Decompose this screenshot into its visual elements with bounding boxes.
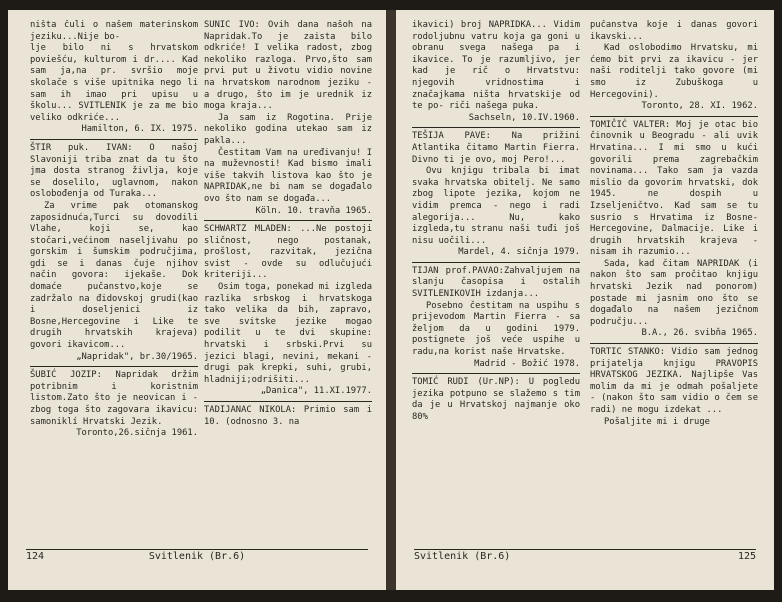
right-page-footer xyxy=(414,549,756,564)
right-page-column-1 xyxy=(412,20,580,546)
page-number: 124 xyxy=(26,551,45,562)
entry-paragraph: Ovu knjigu tribala bi imat svaka hrvatska obitelj. Ne samo zbog lipote jezika, kojom ne vidim premca - nego i radi alegorija... Nu, kako izgleda,tu stranu naši tuđi još nisu uočili... xyxy=(412,166,580,246)
entry-separator xyxy=(204,401,372,402)
entry-paragraph: pučanstva koje i danas govori ikavski... xyxy=(590,20,758,42)
entry-signature: Köln. 10. travňa 1965. xyxy=(255,205,372,216)
entry-separator xyxy=(30,366,198,367)
left-page-column-2 xyxy=(204,20,372,546)
entry-heading-paragraph: SCHWARTZ MLADEN: ...Ne postoji sličnost, nego postanak, prošlost, razvitak, jezična svist - ovde su odlučujući kriteriji... xyxy=(204,224,372,281)
right-page xyxy=(396,10,774,590)
entry-heading-paragraph: TORTIC STANKO: Vidio sam jednog prijatelja knjigu PRAVOPIS HRVATSKOG JEZIKA. Najlipše Vas molim da mi je odmah pošaljete - (nakon što sam vidio o čem se radi) ne mogu izdekat ... xyxy=(590,347,758,415)
entry-heading-paragraph: TEŠIJA PAVE: Na prižini Atlantika čitamo Martin Fierra. Divno ti je ovo, moj Pero!... xyxy=(412,131,580,165)
entry-signature: Sachseln, 10.IV.1960. xyxy=(468,112,580,123)
entry-signature: Toronto, 28. XI. 1962. xyxy=(641,101,758,112)
entry-paragraph: ništa čuli o našem materinskom jeziku...Nije bo- xyxy=(30,20,198,42)
entry-heading-paragraph: TOMIĆ RUDI (Ur.NP): U pogledu jezika potpuno se slažemo s tim da je u Hrvatskoj najmanje oko 80% xyxy=(412,377,580,422)
entry-signature: Hamilton, 6. IX. 1975. xyxy=(81,124,198,135)
entry-signature: „Danica", 11.XI.1977. xyxy=(260,386,372,397)
entry-signature: B.A., 26. svibňa 1965. xyxy=(641,328,758,339)
running-title: Svitlenik (Br.6) xyxy=(148,551,246,562)
entry-signature: Madrid - Božić 1978. xyxy=(474,358,580,369)
entry-paragraph: Posebno čestitam na uspihu s prijevodom Martin Fierra - sa željom da u godini 1979. postignete još veće uspihe u radu,na korist naše Hrvatske. xyxy=(412,300,580,358)
entry-signature: Mardel, 4. sičnja 1979. xyxy=(458,247,580,258)
book-gutter xyxy=(386,10,396,590)
entry-signature: Toronto,26.sičnja 1961. xyxy=(76,428,198,439)
left-page-footer xyxy=(26,549,368,564)
entry-paragraph: Ja sam iz Rogotina. Prije nekoliko godina utekao sam iz pakla... xyxy=(204,112,372,146)
entry-paragraph: Osim toga, ponekad mi izgleda razlika srbskog i hrvatskoga tako velika da bih, zapravo, sve svitske jezike mogao podilit u te dvi skupine: hrvatski i srbski.Prvi su jezici blagi, nevini, mekani - drugi pak krepki, suhi, grubi, hladniji;odrišiti... xyxy=(204,282,372,385)
entry-heading-paragraph: ŠTIR puk. IVAN: O našoj Slavoniji triba znat da tu što jma dosta stranog življa, koje se doselilo, uglavnom, nakon oslobođenja od Turaka... xyxy=(30,142,198,200)
entry-separator xyxy=(590,116,758,117)
entry-paragraph: Kad oslobodimo Hrvatsku, mi ćemo bit prvi za ikavicu - jer naši roditelji tako govore (mi smo iz Zubuškoga u Hercegovini). xyxy=(590,43,758,100)
entry-separator xyxy=(204,220,372,221)
entry-signature: „Napridak", br.30/1965. xyxy=(76,351,198,362)
entry-heading-paragraph: TIJAN prof.PAVAO:Zahvaljujem na slanju časopisa i ostalih SVITLENIKOVIH izdanja... xyxy=(412,265,580,300)
entry-separator xyxy=(412,127,580,128)
right-page-column-2 xyxy=(590,20,758,546)
entry-paragraph: Sada, kad čitam NAPRIDAK (i nakon što sam pročitao knjigu hrvatski Jezik nad ponorom) postade mi jasnim ono što se događalo na našem jezičnom području... xyxy=(590,258,758,327)
entry-separator xyxy=(30,139,198,140)
page-number: 125 xyxy=(737,551,756,562)
entry-paragraph: Čestitam Vam na uređivanju! I na muževnosti! Kad bismo imali više takvih listova kao što je NAPRIDAK,ne bi nam se događalo ovo što nam se događa... xyxy=(204,147,372,204)
running-title: Svitlenik (Br.6) xyxy=(414,551,511,562)
entry-paragraph: Pošaljite mi i druge xyxy=(604,416,710,427)
entry-paragraph: ikavici) broj NAPRIDKA... Vidim rodoljubnu vatru koja ga goni u obranu svega našega pa i ikavice. To je razumljivo, jer kad je rič o Hrvatstvu: njegovih vridnostima i značajkama ništa hrvatskije od te po- riči našega puka. xyxy=(412,20,580,112)
entry-separator xyxy=(590,343,758,344)
entry-separator xyxy=(412,262,580,263)
entry-paragraph: Za vrime pak otomanskog zaposidnuća,Turci su dovodili Vlahe, koji se, kao stočari,većinom naseljivahu po gorskim i šumskim područjima, gdi se i danas čuje njihov način govora: ijekaše. Dok domaće pučanstvo,koje se zadržalo na đidovskoj grudi(kao i doseljenici iz Bosne,Hercegovine i Like te drugih hrvatskih krajeva) govori ikavicom... xyxy=(30,200,198,351)
entry-separator xyxy=(412,373,580,374)
entry-heading-paragraph: ŠUBIĆ JOZIP: Napridak držim potribnim i koristnim listom.Zato što je neovican i - zbog toga što zagovara ikavicu: samoniklí Hrvatski Jezik. xyxy=(30,370,198,427)
entry-paragraph: lje bilo ni s hrvatskom poviešću, kulturom i dr.... Kad sam ja,na pr. svršio moje skolače s više upitnika nego li sam ih imao pri upisu u školu... SVITLENIK je za me bio veliko odkriće... xyxy=(30,43,198,123)
left-page-column-1 xyxy=(30,20,198,546)
entry-paragraph: ŠUNIĆ IVO: Ovih dana našoh na Napridak.To je zaista bilo odkriće! I velika radost, zbog nekoliko razloga. Prvo,što sam prvi put u životu vidio novine na hrvatskom narodnom jeziku - a drugo, što im je urednik iz moga kraja... xyxy=(204,20,372,112)
entry-heading-paragraph: TOMIČIĆ VALTER: Moj je otac bio činovnik u Beogradu - ali uvik Hrvatina... I mi smo u kući govorili prema zagrebačkim novinama... Tako sam ja vazda mislio da govorim hrvatski, dok 1945. ne dospih u Izseljeničtvo. Kad sam se tu susrio s Hrvatima iz Bosne-Hercegovine, Dalmacije. Like i drugih hrvatskih krajeva - nisam ih razumio... xyxy=(590,119,758,258)
left-page xyxy=(8,10,386,590)
entry-heading-paragraph: TADIJANAC NIKOLA: Primio sam i 10. (odnosno 3. na xyxy=(204,405,372,427)
